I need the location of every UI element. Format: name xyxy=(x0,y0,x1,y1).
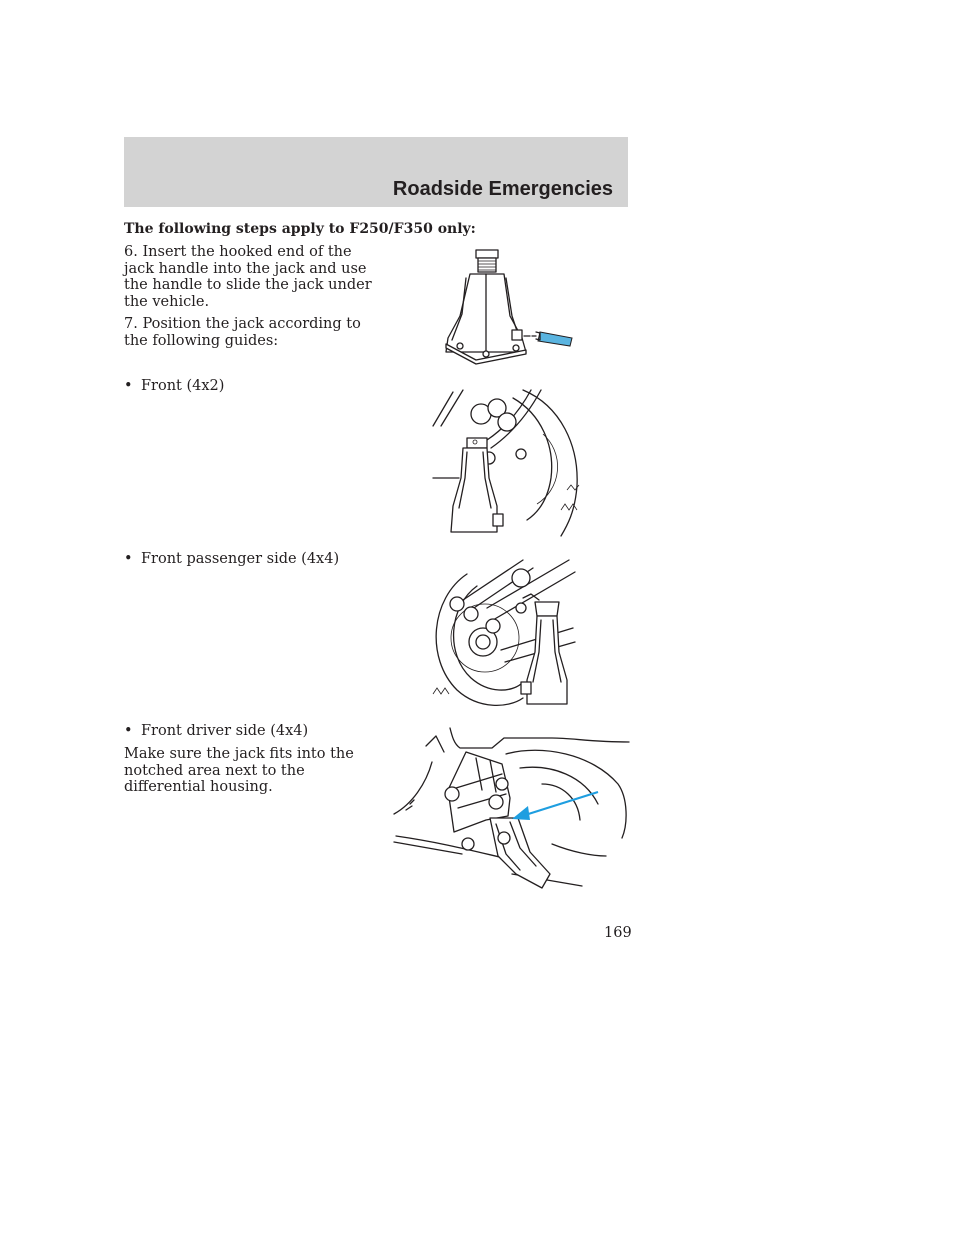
bullet-label: Front driver side (4x4) xyxy=(141,723,309,739)
bullet-front-4x2 xyxy=(124,378,224,394)
front-driver-4x4-illustration xyxy=(392,724,630,894)
section-header xyxy=(124,137,628,207)
step-6: 6. Insert the hooked end of the jack handle into the jack and use the handle to slide the jack under the vehicle. xyxy=(124,244,372,310)
front-passenger-4x4-illustration xyxy=(427,558,579,710)
section-title: Roadside Emergencies xyxy=(392,178,613,200)
bullet-dot: • xyxy=(124,551,133,567)
bullet-dot: • xyxy=(124,378,133,394)
page-number: 169 xyxy=(604,925,632,941)
bullet-dot: • xyxy=(124,723,133,739)
bullet-front-passenger-4x4 xyxy=(124,551,339,567)
bullet-label: Front passenger side (4x4) xyxy=(141,551,340,567)
front-4x2-illustration xyxy=(431,386,583,538)
jack-handle-illustration xyxy=(436,244,581,368)
step-7: 7. Position the jack according to the following guides: xyxy=(124,316,361,349)
bullet-label: Front (4x2) xyxy=(141,378,225,394)
differential-note: Make sure the jack fits into the notched area next to the differential housing. xyxy=(124,746,354,795)
intro-text: The following steps apply to F250/F350 only: xyxy=(124,221,476,237)
bullet-front-driver-4x4 xyxy=(124,723,308,739)
